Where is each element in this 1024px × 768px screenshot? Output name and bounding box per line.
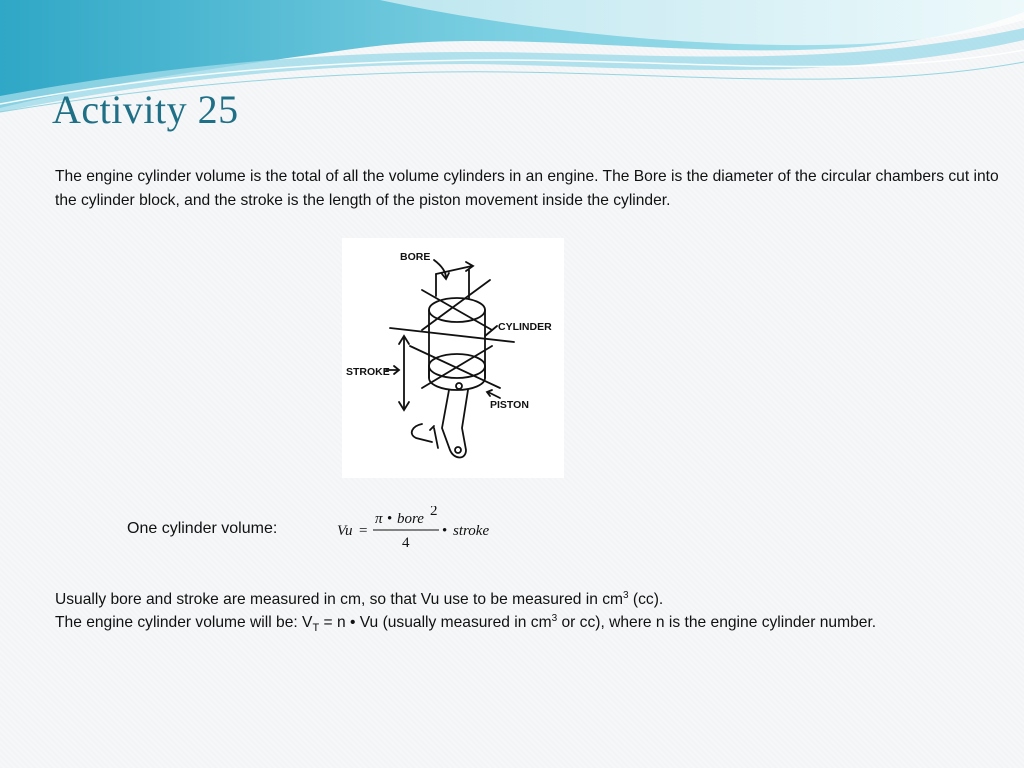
cylinder-sketch <box>342 238 564 478</box>
formula-denominator: 4 <box>402 535 410 551</box>
bore-label: BORE <box>400 251 431 263</box>
notes-section <box>55 588 1005 634</box>
formula-dot-2: • <box>442 523 448 539</box>
notes-line-1-text: Usually bore and stroke are measured in cm, so that Vu use to be measured in cm <box>55 591 624 608</box>
cubic-superscript: 3 <box>623 590 629 601</box>
intro-paragraph: The engine cylinder volume is the total of all the volume cylinders in an engine. The Bore is the diameter of the circular chambers cut into the cylinder block, and the stroke is the length of the piston movement inside the cylinder. <box>55 168 999 209</box>
cylinder-label: CYLINDER <box>498 321 552 333</box>
formula-lhs: Vu <box>337 523 353 539</box>
slide-title: Activity 25 <box>52 87 239 132</box>
notes-line-2-end: or cc), where n is the engine cylinder number. <box>557 614 877 631</box>
stroke-label: STROKE <box>346 366 390 378</box>
notes-line-2-middle: = n • Vu (usually measured in cm <box>319 614 552 631</box>
notes-line-2 <box>55 611 1005 634</box>
notes-line-1-end: (cc). <box>628 591 664 608</box>
cubic-superscript-2: 3 <box>551 613 558 624</box>
formula-bore: bore <box>397 511 424 527</box>
formula-pi: π <box>375 511 383 527</box>
piston-label: PISTON <box>490 399 529 411</box>
notes-line-1 <box>55 588 1005 611</box>
formula-equals: = <box>359 523 368 539</box>
notes-line-2-text: The engine cylinder volume will be: V <box>55 614 313 631</box>
formula-dot-1: • <box>387 511 393 527</box>
formula-stroke: stroke <box>453 523 490 539</box>
formula-exponent: 2 <box>430 506 438 519</box>
formula-label: One cylinder volume: <box>127 520 278 537</box>
total-subscript: T <box>312 622 320 634</box>
engine-cylinder-diagram <box>342 238 564 478</box>
cylinder-volume-formula <box>333 506 508 554</box>
